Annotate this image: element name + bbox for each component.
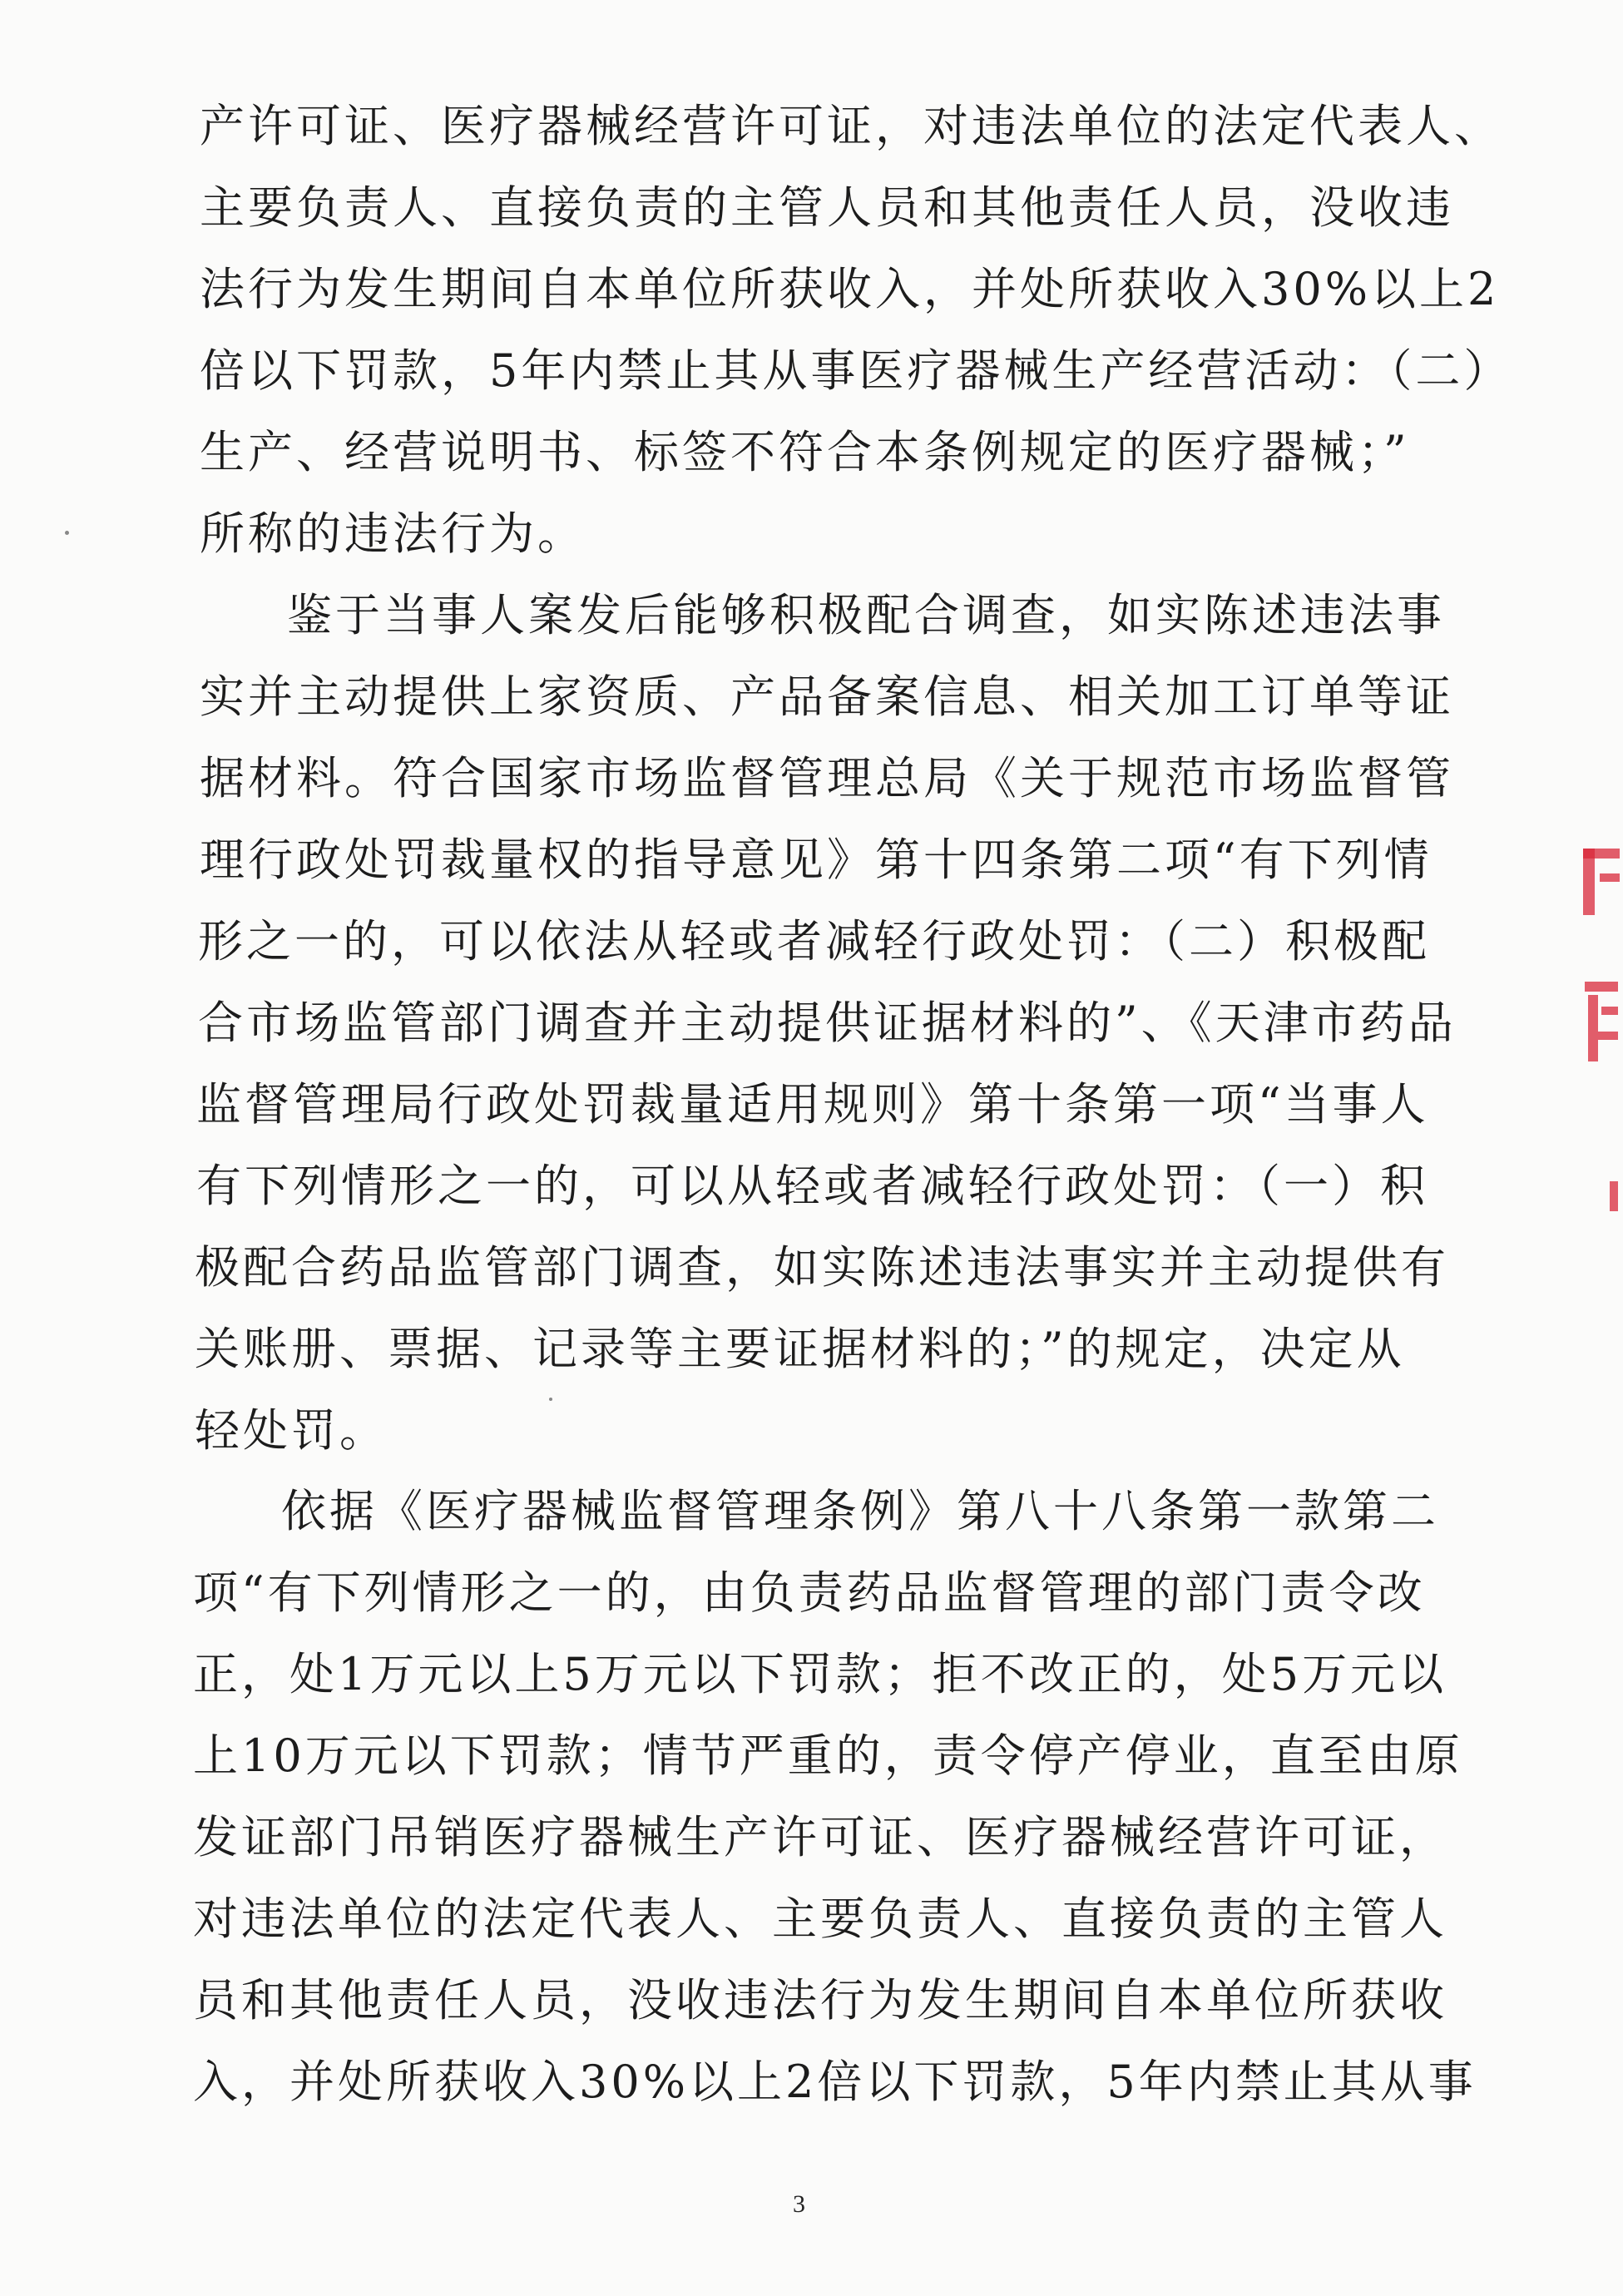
text-line: 关账册、票据、记录等主要证据材料的；”的规定，决定从	[195, 1323, 1405, 1375]
text-line: 有下列情形之一的，可以从轻或者减轻行政处罚：（一）积	[196, 1160, 1428, 1212]
text-line: 正，处1万元以上5万元以下罚款；拒不改正的，处5万元以	[193, 1648, 1447, 1700]
paragraph-first-line: 依据《医疗器械监督管理条例》第八十八条第一款第二	[281, 1485, 1439, 1537]
text-line: 入，并处所获收入30%以上2倍以下罚款，5年内禁止其从事	[193, 2056, 1477, 2108]
text-line: 实并主动提供上家资质、产品备案信息、相关加工订单等证	[200, 670, 1454, 723]
text-line: 产许可证、医疗器械经营许可证，对违法单位的法定代表人、	[200, 100, 1502, 152]
text-line: 合市场监管部门调查并主动提供证据材料的”、《天津市药品	[198, 997, 1457, 1049]
text-line: 法行为发生期间自本单位所获收入，并处所获收入30%以上2	[200, 263, 1500, 315]
text-line: 主要负责人、直接负责的主管人员和其他责任人员，没收违	[200, 181, 1454, 234]
text-line: 所称的违法行为。	[200, 507, 586, 560]
page-number: 3	[793, 2190, 805, 2218]
text-line: 轻处罚。	[195, 1404, 388, 1457]
text-line: 理行政处罚裁量权的指导意见》第十四条第二项“有下列情	[200, 834, 1432, 886]
text-line: 员和其他责任人员，没收违法行为发生期间自本单位所获收	[193, 1974, 1447, 2026]
text-line: 发证部门吊销医疗器械生产许可证、医疗器械经营许可证，	[193, 1811, 1447, 1863]
scan-speck	[549, 1398, 552, 1401]
text-line: 监督管理局行政处罚裁量适用规则》第十条第一项“当事人	[196, 1078, 1429, 1131]
text-line: 形之一的，可以依法从轻或者减轻行政处罚：（二）积极配	[198, 915, 1430, 967]
seal-fragment	[1573, 832, 1623, 1231]
text-line: 极配合药品监管部门调查，如实陈述违法事实并主动提供有	[195, 1241, 1449, 1294]
text-line: 倍以下罚款，5年内禁止其从事医疗器械生产经营活动：（二）	[200, 344, 1512, 397]
scan-speck	[65, 531, 69, 535]
text-line: 据材料。符合国家市场监督管理总局《关于规范市场监督管	[200, 752, 1454, 804]
text-line: 生产、经营说明书、标签不符合本条例规定的医疗器械；”	[200, 426, 1410, 478]
text-line: 项“有下列情形之一的，由负责药品监督管理的部门责令改	[193, 1566, 1426, 1619]
text-line: 上10万元以下罚款；情节严重的，责令停产停业，直至由原	[193, 1729, 1463, 1782]
text-line: 对违法单位的法定代表人、主要负责人、直接负责的主管人	[193, 1893, 1447, 1945]
paragraph-first-line: 鉴于当事人案发后能够积极配合调查，如实陈述违法事	[287, 589, 1445, 641]
